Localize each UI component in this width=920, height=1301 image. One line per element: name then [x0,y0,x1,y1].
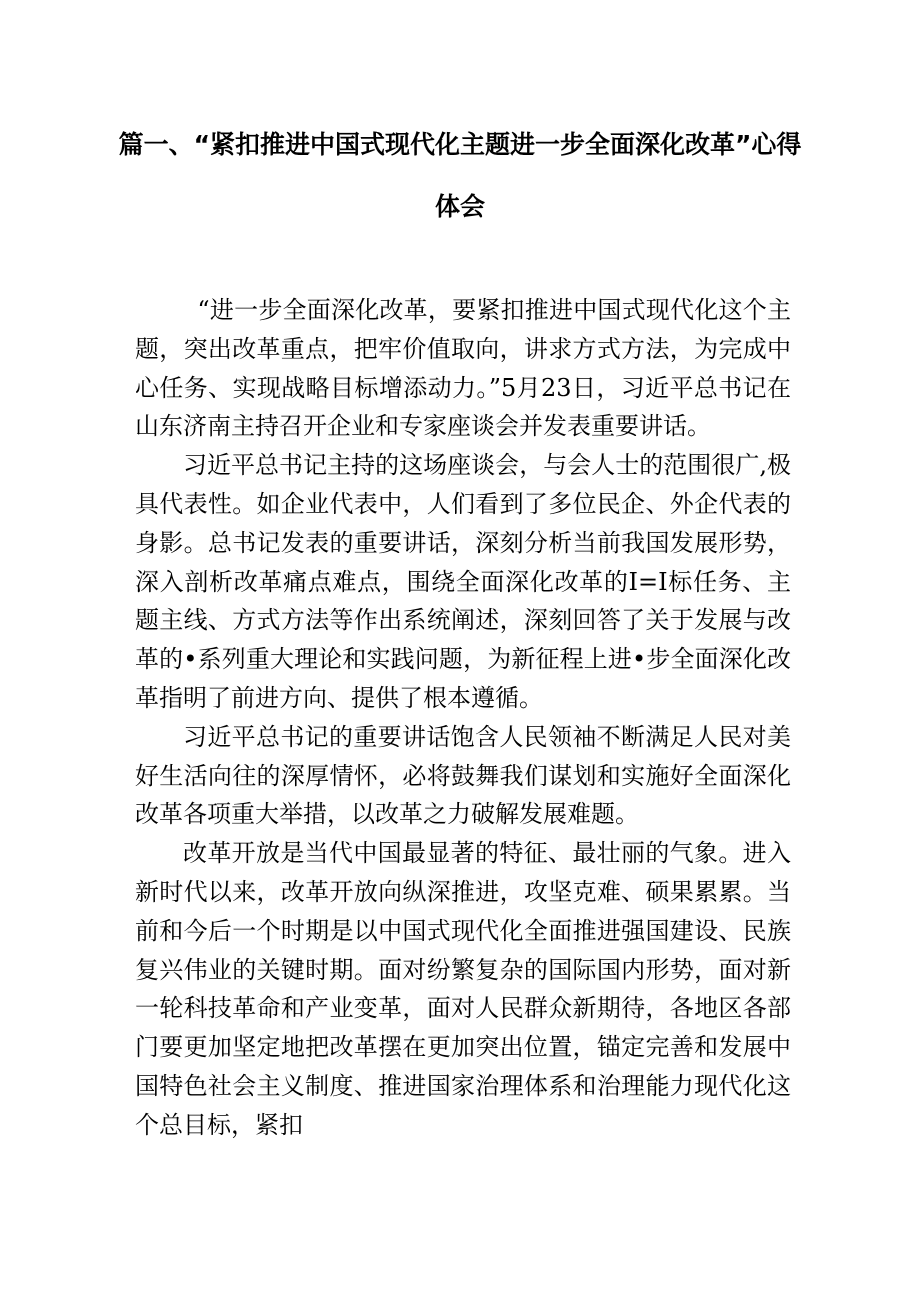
paragraph: 习近平总书记的重要讲话饱含人民领袖不断满足人民对美好生活向往的深厚情怀，必将鼓舞我们谋划和实施好全面深化改革各项重大举措，以改革之力破解发展难题。 [135,722,791,829]
document-title-line-1: 篇一、“紧扣推进中国式现代化主题进一步全面深化改革”心得 [118,130,802,159]
paragraph: 改革开放是当代中国最显著的特征、最壮丽的气象。进入新时代以来，改革开放向纵深推进，攻坚克难、硕果累累。当前和今后一个时期是以中国式现代化全面推进强国建设、民族复兴伟业的关键时期。面对纷繁复杂的国际国内形势，面对新一轮科技革命和产业变革，面对人民群众新期待，各地区各部门要更加坚定地把改革摆在更加突出位置，锚定完善和发展中国特色社会主义制度、推进国家治理体系和治理能力现代化这个总目标，紧扣 [135,839,791,1139]
document-title-line-2: 体会 [434,192,485,221]
document-body [135,291,791,1145]
paragraph: 习近平总书记主持的这场座谈会，与会人士的范围很广,极具代表性。如企业代表中，人们看到了多位民企、外企代表的身影。总书记发表的重要讲话，深刻分析当前我国发展形势，深入剖析改革痛点难点，围绕全面深化改革的I=I标任务、主题主线、方式方法等作出系统阐述，深刻回答了关于发展与改革的•系列重大理论和实践问题，为新征程上进•步全面深化改革指明了前进方向、提供了根本遵循。 [135,451,791,712]
paragraph: “进一步全面深化改革，要紧扣推进中国式现代化这个主题，突出改革重点，把牢价值取向，讲求方式方法，为完成中心任务、实现战略目标增添动力。”5月23日，习近平总书记在山东济南主持召开企业和专家座谈会并发表重要讲话。 [135,296,791,441]
